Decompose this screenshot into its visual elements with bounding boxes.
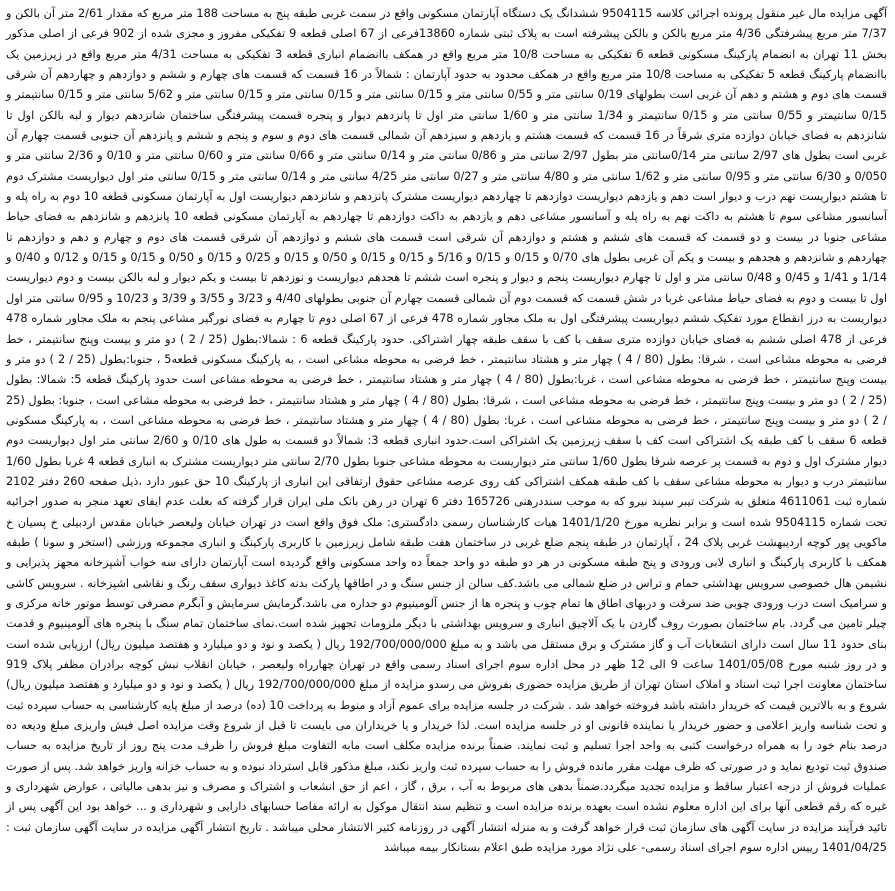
auction-notice-text: آگهی مزایده مال غیر منقول پرونده اجرائی کلاسه 9504115 ششدانگ یک دستگاه آپارتمان مسکونی واقع در سمت غربی طبقه پنج به مساحت 188 متر مربع که مقدار 2/61 متر آن بالکن و 7/37 متر مربع پیشرفتگی 4/36 متر مربع بالکن و بالکن پیشرفته است به پلاک ثبتی شماره 13860فرعی از 67 اصلی قطعه 9 تفکیکی مفروز و مجزی شده از 902 فرعی از اصلی مذکور بخش 11 تهران به انضمام پارکینگ مسکونی قطعه 6 تفکیکی به مساحت 10/8 متر مربع واقع در همکف باانضمام انباری قطعه 3 تفکیکی به مساحت 4/31 متر مربع واقع در زیرزمین یک باانضمام پارکینگ قطعه 5 تفکیکی به مساحت 10/8 متر مربع واقع در همکف محدود به حدود آپارتمان : شمالاً در 16 قسمت که قسمت های چهارم و ششم و دوازدهم و چهاردهم آن شرقی قسمت های دوم و هشتم و دهم آن غربی است بطولهای 0/19 سانتی متر و 0/55 سانتی متر و 0/15 سانتی متر و 0/15 سانتی متر و 0/15 سانتی متر و 5/62 سانتی متر و 0/15 سانتیمتر و 0/15 سانتیمتر و 0/55 سانتی متر و 0/15 سانتیمتر و 1/34 سانتی متر و 1/60 سانتی متر اول تا پانزدهم دیوار و پنجره قسمت پیشرفتگی ساختمان شانزدهم دیوار و لبه بالکن اول تا شانزدهم به فضای خیابان دوازده متری شرقاً در 16 قسمت که قسمت هشتم و یازدهم و سیزدهم آن شمالی قسمت های دوم و سوم و پنجم و ششم و پانزدهم آن جنوبی قسمت چهارم آن غربی است بطول های 2/97 سانتی متر 0/14سانتی متر بطول 2/97 سانتی متر و 0/86 سانتی متر و 0/14 سانتی متر و 0/66 سانتی متر و 0/60 سانتی متر و 0/10 و 2/36 سانتی متر و 0/050 و 6/30 سانتی متر و 0/95 سانتی متر و 1/62 سانتی متر و 4/80 سانتی متر و 0/27 سانتی متر 4/25 سانتی متر و 0/14 سانتی متر و 0/15 سانتی متر اول دیواریست مشترک دوم تا هشتم دیواریست نهم درب و دیوار است دهم و یازدهم دیواریست دوازدهم تا چهاردهم دیواریست مشترک پانزدهم و شانزدهم دیواریست اول به آپارتمان مسکونی قطعه 10 دوم به راه پله و آسانسور مشاعی سوم تا هشتم به داکت نهم به راه پله و آسانسور مشاعی دهم و یازدهم به داکت دوازدهم تا چهاردهم به آپارتمان مسکونی قطعه 10 پانزدهم و شانزدهم به فضای حیاط مشاعی جنوبا در بیست و دو قسمت که قسمت های ششم و هشتم و دوازدهم آن شرقی است قسمت های ششم و دوازدهم آن شرقی قسمت های دوم و چهارم و دهم و دوازدهم تا چهاردهم و شانزدهم و هجدهم و بیست و یکم آن غربی بطول های 0/70 و 0/15 و 0/15 و 5/16 و 0/15 و 0/15 و 0/50 و 0/15 و 0/25 و 0/15 و 0/50 و 0/15 و 0/15 و 0/12 و 0/40 و 1/14 و 1/41 و 0/45 و 0/48 سانتی متر و اول تا چهارم دیواریست پنجم و دیوار و پنجره است ششم تا هجدهم دیواریست و نوزدهم تا بیست و یکم دیوار و لبه بالکن بیست و دوم دیواریست اول تا بیست و دوم به فضای حیاط مشاعی غربا در شش قسمت که قسمت دوم آن شمالی قسمت چهارم آن جنوبی بطولهای 4/40 و 3/23 و 3/55 و 3/39 و 10/23 و 0/95 سانتی متر اول دیواریست به درز انقطاع مورد تفکیک ششم دیواریست پیشرفتگی اول به ملک مجاور شماره 478 فرعی از 67 اصلی دوم تا چهارم به فضای نورگیر مشاعی پنجم به ملک مجاور شماره 478 فرعی از 478 اصلی ششم به فضای خیابان دوازده متری سقف با کف با سقف طبقه چهار اشتراکی. حدود پارکینگ قطعه 6 : شمالا:بطول (25 / 2 ) دو متر و بیست وپنج سانتیمتر ، خط فرضی به محوطه مشاعی است ، شرقا: بطول (80 / 4 ) چهار متر و هشتاد سانتیمتر ، خط فرضی به محوطه مشاعی است ، به پارکینگ مسکونی قطعه5 ، جنوبا:بطول (25 / 2 ) دو متر و بیست وپنج سانتیمتر ، خط فرضی به محوطه مشاعی است ، غربا:بطول (80 / 4 ) چهار متر و هشتاد سانتیمتر ، خط فرضی به محوطه مشاعی است حدود پارکینگ قطعه 5: شمالا: بطول (25 / 2 ) دو متر و بیست وپنج سانتیمتر ، خط فرضی به محوطه مشاعی است ، شرقا: بطول (80 / 4 ) چهار متر و هشتاد سانتیمتر ، خط فرضی به محوطه مشاعی است ، جنوبا: بطول (25 / 2 ) دو متر و بیست وپنج سانتیمتر ، خط فرضی به محوطه مشاعی است ، غربا: بطول (80 / 4 ) چهار متر و هشتاد سانتیمتر ، خط فرضی به محوطه مشاعی است ، به پارکینگ مسکونی قطعه 6 سقف با کف طبقه یک اشتراکی است کف با سقف زیرزمین یک اشتراکی است.حدود انباری قطعه 3: شمالاً دو قسمت به طول های 0/10 و 2/60 سانتی متر اول دیواریست دوم دیوار مشترک اول و دوم به قسمت پر عرصه شرقا بطول 1/60 سانتی متر دیواریست به محوطه مشاعی جنوبا بطول 2/70 سانتی متر دیواریست مشترک به انباری قطعه 4 غربا بطول 1/60 سانتیمتر درب و دیوار به محوطه مشاعی سقف با کف طبقه همکف اشتراکی کف روی عرصه مشاعی حقوق ارتفاقی این انباری از پارکینگ 10 حق عبور دارد ،ذیل صفحه 260 دفتر 2102 شماره ثبت 4611061 متعلق به شرکت تیبر سپند نیرو که به موجب سنددرهنی 165726 دفتر 6 تهران در رهن بانک ملی ایران قرار گرفته که بعلت عدم ایفای تعهد منجر به صدور اجرائیه تحت شماره 9504115 شده است و برابر نظریه مورخ 1401/1/20 هیات کارشناسان رسمی دادگستری: ملک فوق واقع است در تهران خیابان ولیعصر خیابان مقدس اردبیلی خ پسیان خ ماکویی پور کوچه اردیبهشت غربی پلاک 24 ، آپارتمان در طبقه پنجم ضلع غربی در ساختمان هفت طبقه شامل زیرزمین با کاربری پارکینگ و انباری مجموعه ورزشی (استخر و سونا ) طبقه همکف با کاربری پارکینگ و انباری لابی ورودی و پنج طبقه مسکونی در هر دو طبقه دو واحد جمعاً ده واحد مسکونی واقع گردیده است آپارتمان دارای سه خواب آشپزخانه مجهز پذیرایی و نشیمن هال خصوصی سرویس بهداشتی حمام و تراس در ضلع شمالی می باشد.کف سالن از جنس سنگ و در اطاقها پارکت بدنه کاغذ دیواری سقف رنگ و نقاشی اشپزخانه . سرویس کاشی و سرامیک است درب ورودی چوبی ضد سرقت و دربهای اطاق ها تمام چوب و پنجره ها از جنس آلومینیوم دو جداره می باشد.گرمایش سرمایش و آبگرم مصرفی توسط موتور خانه مرکزی و چیلر تامین می گردد. بام ساختمان بصورت روف گاردن با یک آلاچیق انباری و سرویس بهداشتی با دیگر ملزومات تجهیز شده است.نمای ساختمان تمام سنگ با پنجره های آلومینیوم و قدمت بنای حدود 11 سال است دارای انشعابات آب و گاز مشترک و برق مستقل می باشد و به مبلغ 192/700/000/000 ریال ( یکصد و نود و دو میلیارد و هفتصد میلیون ریال) ارزیابی شده است و در روز شنبه مورخ 1401/05/08 ساعت 9 الی 12 ظهر در محل اداره سوم اجرای اسناد رسمی واقع در تهران چهارراه ولیعصر ، خیابان انقلاب نبش کوچه برادران مظفر پلاک 919 ساختمان معاونت اجرا ثبت اسناد و املاک استان تهران از طریق مزایده حضوری بفروش می رسدو مزایده از مبلغ 192/700/000/000 ریال ( یکصد و نود و دو میلیارد و هفتصد میلیون ریال) شروع و به بالاترین قیمت که خریدار داشته باشد فروخته خواهد شد . شرکت در جلسه مزایده برای عموم آزاد و منوط به پرداخت 10 (ده) درصد از مبلغ پایه کارشناسی به حساب سپرده ثبت و تحت شناسه واریز اعلامی و حضور خریدار یا نماینده قانونی او در جلسه مزایده است. لذا خریدار و یا خریداران می بایست تا قبل از شروع وقت مزایده اصل فیش واریزی مبلغ ودیعه ده درصد بنام خود را به همراه درخواست کتبی به واحد اجرا تسلیم و ثبت نمایند. ضمناً برنده مزایده مکلف است مابه التفاوت مبلغ فروش را ظرف مدت پنج روز از تاریخ مزایده به حساب صندوق ثبت تودیع نماید و در صورتی که ظرف مهلت مقرر مانده فروش را به حساب سپرده ثبت واریز نکند، مبلغ مذکور قابل استرداد نبوده و به حساب خزانه واریز خواهد شد. پس از صورت عملیات فروش از درجه اعتبار ساقط و مزایده تجدید میگردد.ضمناً بدهی های مربوط به آب ، برق ، گاز ، اعم از حق انشعاب و اشتراک و مصرف و نیز بدهی مالیاتی ، عوارض شهرداری و غیره که رقم قطعی آنها برای این اداره معلوم نشده است بعهده برنده مزایده است و تنظیم سند انتقال موکول به ارائه مفاصا حسابهای دارایی و شهرداری و ... خواهد بود این آگهی پس از تائید فرآیند مزایده در سایت آگهی های سازمان ثبت قرار خواهد گرفت و به منزله انتشار آگهی در روزنامه کثیر الانتشار محلی میباشد . تاریخ انتشار آگهی مزایده در سایت آگهی سازمان ثبت : 1401/04/25 رییس اداره سوم اجرای اسناد رسمی- علی نژاد مورد مزایده طبق اعلام بستانکار بیمه میباشد <box>6 7 888 855</box>
